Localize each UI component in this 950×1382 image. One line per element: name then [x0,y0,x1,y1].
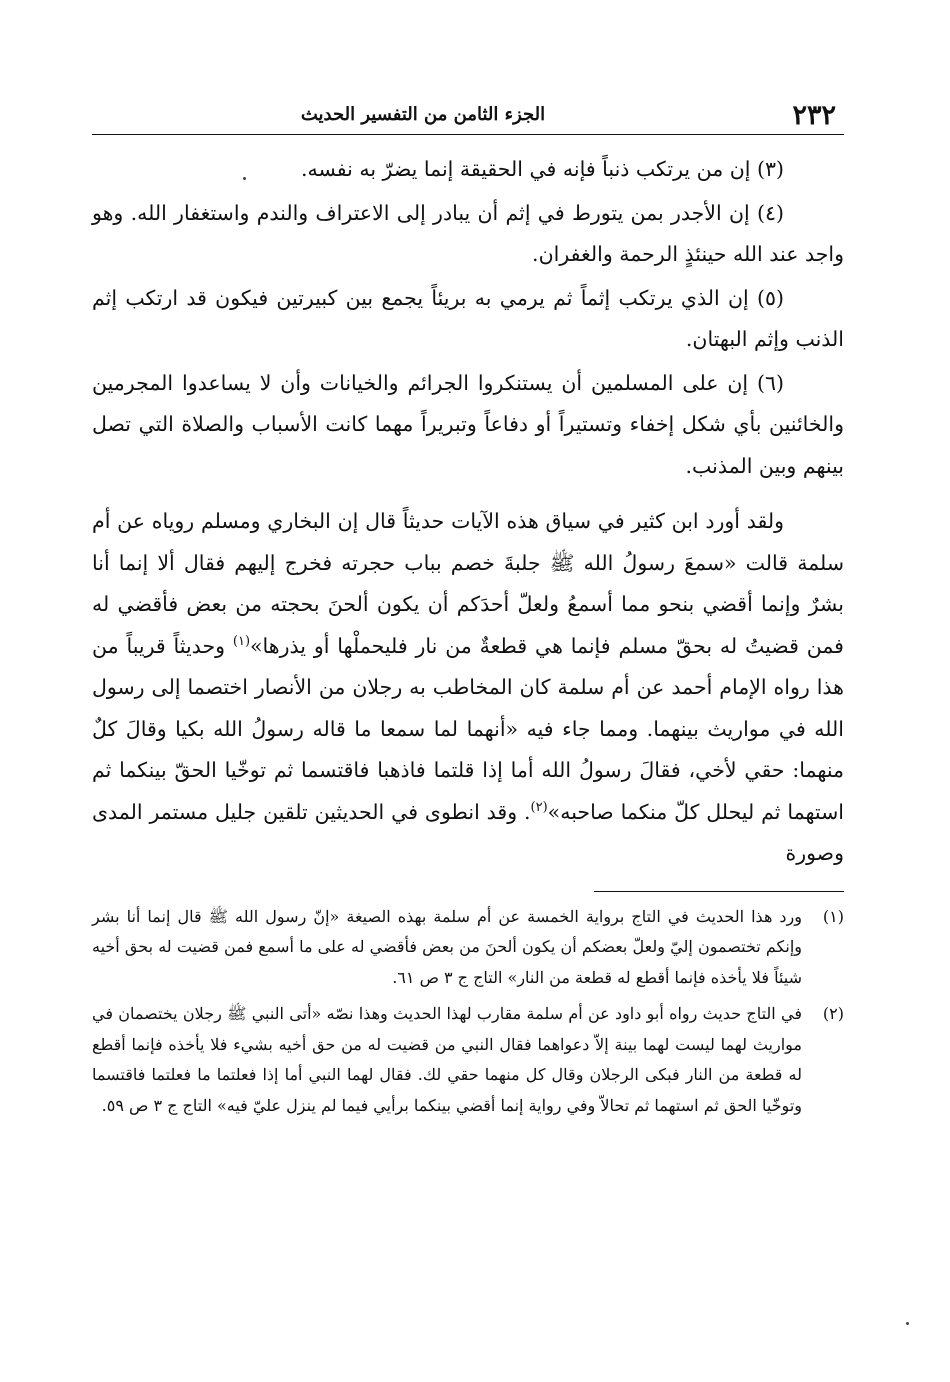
numbered-point-6: (٦) إن على المسلمين أن يستنكروا الجرائم والخيانات وأن لا يساعدوا المجرمين والخائنين بأي شكل إخفاء وتستيراً أو دفاعاً وتبريراً مهما كانت الأسباب والصلاة التي تصل بينهم وبين المذنب. [92,370,844,478]
scan-speck [243,177,246,180]
page-header [92,96,844,135]
numbered-point-4: (٤) إن الأجدر بمن يتورط في إثم أن يبادر إلى الاعتراف والندم واستغفار الله. وهو واجد عند الله حينئذٍ الرحمة والغفران. [92,200,844,266]
main-text [92,149,844,875]
footnote-2 [92,999,844,1121]
footnote-1 [92,902,844,994]
footnote-marker: (١) [822,906,844,926]
footnote-marker: (٢) [822,1004,844,1023]
hadith-text-part-3: . وقد انطوى في الحديثين تلقين جليل مستمر المدى وصورة [92,799,844,865]
running-title: الجزء الثامن من التفسير الحديث [300,104,546,125]
footnote-separator [594,891,844,892]
footnote-text: ورد هذا الحديث في التاج برواية الخمسة عن أم سلمة بهذه الصيغة «إنّ رسول الله ﷺ قال إنما أنا بشر وإنكم تختصمون إليّ ولعلّ بعضكم أن يكون ألحنَ من بعض فأقضي له على ما أسمع فمن قضيت له بحق أخيه شيئاً فلا يأخذه فإنما أقطع له قطعة من النار» التاج ج ٣ ص ٦١. [92,906,802,987]
hadith-text-part-1: ولقد أورد ابن كثير في سياق هذه الآيات حديثاً قال إن البخاري ومسلم روياه عن أم سلمة قالت «سمعَ رسولُ الله ﷺ جلبةَ خصم بباب حجرته فخرج إليهم فقال ألا إنما أنا بشرٌ وإنما أقضي بنحو مما أسمعُ ولعلّ أحدَكم أن يكون ألحنَ بحجته من بعض فأقضي له فمن قضيتُ له بحقّ مسلم فإنما هي قطعةٌ من نار فليحملْها أو يذرها» [92,509,844,658]
hadith-paragraph [92,501,844,875]
scan-speck [906,1322,909,1325]
hadith-text-part-2: وحديثاً قريباً من هذا رواه الإمام أحمد عن أم سلمة كان المخاطب به رجلان من الأنصار اختصما إلى رسول الله في مواريث بينهما. ومما جاء فيه «أنهما لما سمعا ما قاله رسولُ الله بكيا وقالَ كلٌ منهما: حقي لأخي، فقالَ رسولُ الله أما إذا قلتما فاذهبا فاقتسما ثم توخّيا الحقّ بينكما ثم استهما ثم ليحلل كلّ منكما صاحبه» [92,633,844,824]
footnotes [92,902,844,1122]
book-page [92,96,844,1356]
page-number: ٢٣٢ [792,100,836,131]
footnote-ref-1[interactable]: (١) [232,633,251,649]
footnote-ref-2[interactable]: (٢) [530,799,548,815]
numbered-point-3: (٣) إن من يرتكب ذنباً فإنه في الحقيقة إنما يضرّ به نفسه. [300,157,784,181]
footnote-text: في التاج حديث رواه أبو داود عن أم سلمة مقارب لهذا الحديث وهذا نصّه «أتى النبي ﷺ رجلان يختصمان في مواريث لهما ليست لهما بينة إلاّ دعواهما فقال النبي من قضيت له من حق أخيه بشيء فلا يأخذه فإنما أقطع له قطعة من النار فبكى الرجلان وقال كل منهما حقي لك. فقال لهما النبي أما إذا فعلتما ما فعلتما فاقتسما وتوخّيا الحق ثم استهما ثم تحالاّ وفي رواية إنما أقضي بينكما برأيي فيما لم ينزل عليّ فيه» التاج ج ٣ ص ٥٩. [92,1004,803,1115]
numbered-point-5: (٥) إن الذي يرتكب إثماً ثم يرمي به بريئاً يجمع بين كبيرتين فيكون قد ارتكب إثم الذنب وإثم البهتان. [92,285,844,351]
